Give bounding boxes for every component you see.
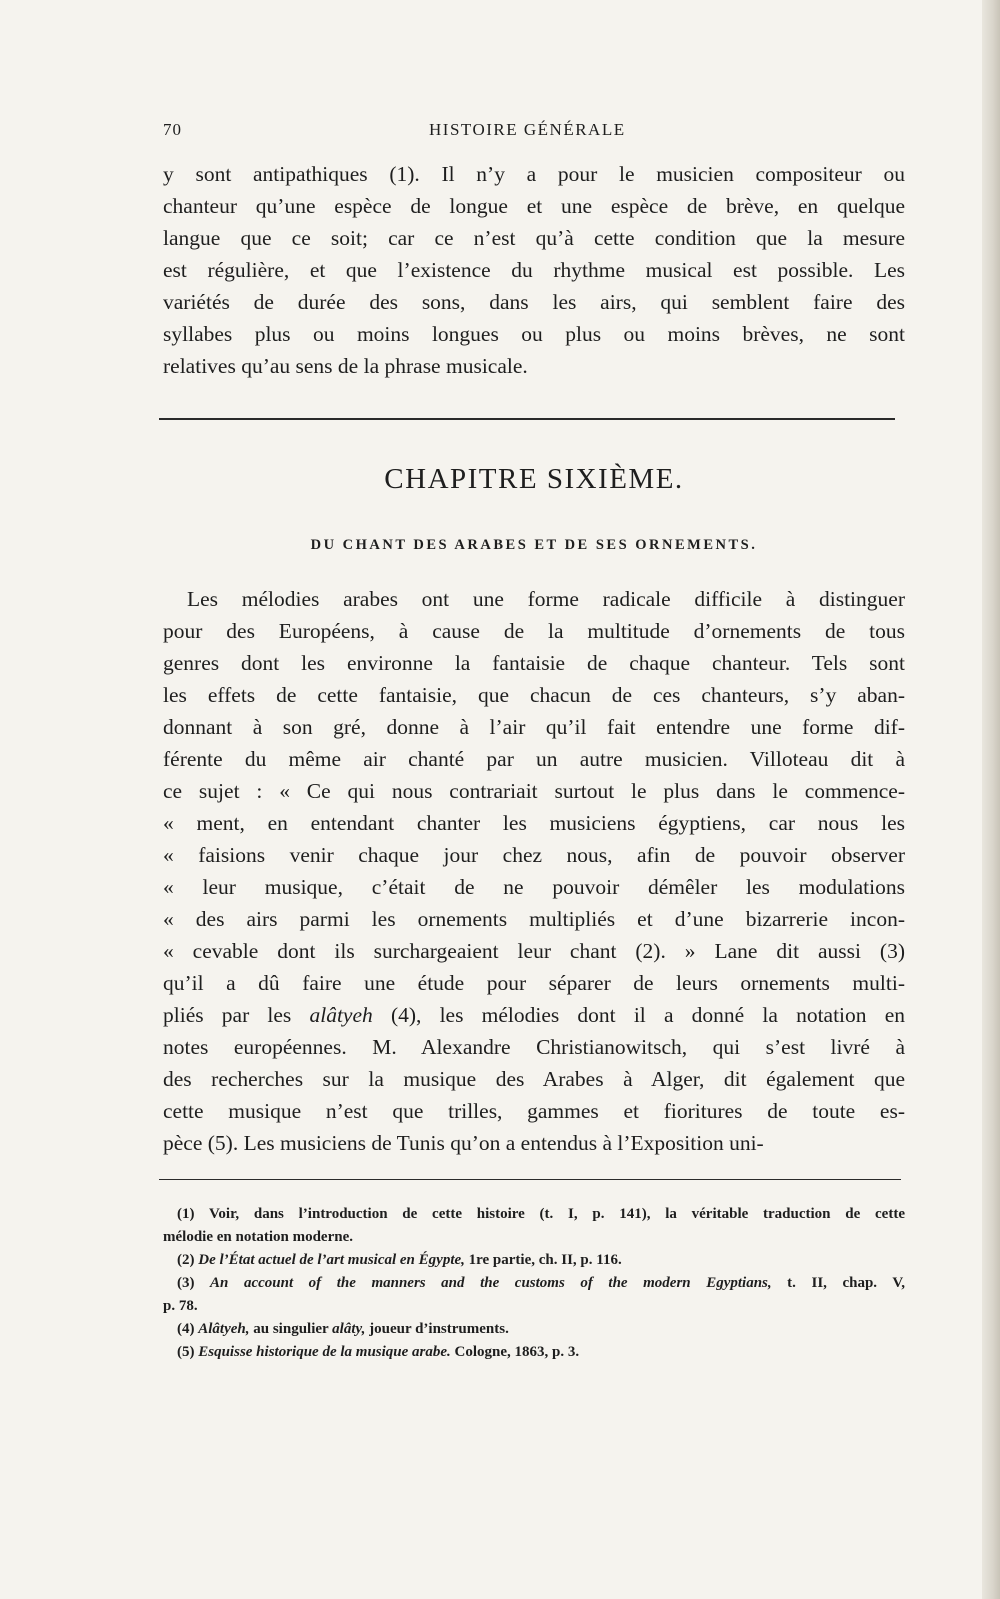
footnote-2-number: (2) xyxy=(177,1252,199,1268)
footnote-3-number: (3) xyxy=(177,1275,211,1291)
chapter-top-rule xyxy=(159,418,895,420)
paragraph2-line: pèce (5). Les musiciens de Tunis qu’on a entendus à l’Exposition uni- xyxy=(163,1131,764,1155)
paragraph2-line: les effets de cette fantaisie, que chacun de ces chanteurs, s’y aban- xyxy=(163,683,905,707)
paragraph2-line: « cevable dont ils surchargeaient leur chant (2). » Lane dit aussi (3) xyxy=(163,939,905,963)
paragraph2-line: donnant à son gré, donne à l’air qu’il fait entendre une forme dif- xyxy=(163,715,905,739)
paragraph2-line: « ment, en entendant chanter les musiciens égyptiens, car nous les xyxy=(163,811,905,835)
paragraph2-line: cette musique n’est que trilles, gammes et fioritures de toute es- xyxy=(163,1099,905,1123)
footnote-2-title: De l’État actuel de l’art musical en Égypte, xyxy=(198,1252,465,1268)
footnote-4-definition: joueur d’instruments. xyxy=(365,1321,509,1337)
paragraph2-line: « des airs parmi les ornements multipliés et d’une bizarrerie incon- xyxy=(163,907,905,931)
paragraph1-line: y sont antipathiques (1). Il n’y a pour le musicien compositeur ou xyxy=(163,162,905,186)
footnote-5-number: (5) xyxy=(177,1344,199,1360)
footnote-1-continuation: mélodie en notation moderne. xyxy=(163,1229,353,1245)
paragraph1-line: langue que ce soit; car ce n’est qu’à cette condition que la mesure xyxy=(163,226,905,250)
footnote-5 xyxy=(163,1341,905,1364)
paragraph1-line: relatives qu’au sens de la phrase musicale. xyxy=(163,354,528,378)
footnote-4-number: (4) xyxy=(177,1321,199,1337)
running-head xyxy=(163,120,905,144)
italic-term: alâtyeh xyxy=(309,1003,373,1027)
paragraph2-line: qu’il a dû faire une étude pour séparer de leurs ornements multi- xyxy=(163,971,905,995)
line-text: pliés par les xyxy=(163,1003,292,1027)
paragraph1-line: chanteur qu’une espèce de longue et une espèce de brève, en quelque xyxy=(163,194,905,218)
paragraph2-line: « faisions venir chaque jour chez nous, afin de pouvoir observer xyxy=(163,843,905,867)
footnote-5-title: Esquisse historique de la musique arabe. xyxy=(198,1344,451,1360)
chapter-title: CHAPITRE SIXIÈME. xyxy=(384,463,684,495)
paragraph2-line: des recherches sur la musique des Arabes à Alger, dit également que xyxy=(163,1067,905,1091)
footnote-3-title: An account of the manners and the customs of the modern Egyptians, xyxy=(210,1275,772,1291)
footnotes xyxy=(163,1203,905,1364)
footnote-5-ref: Cologne, 1863, p. 3. xyxy=(450,1344,580,1360)
chapter-paragraph xyxy=(163,583,905,1159)
paragraph2-line: Les mélodies arabes ont une forme radicale difficile à distinguer xyxy=(187,587,905,611)
footnote-2 xyxy=(163,1249,905,1272)
footnote-3-ref: t. II, chap. V, xyxy=(771,1275,905,1291)
footnote-3 xyxy=(163,1272,905,1295)
paragraph2-line: notes européennes. M. Alexandre Christianowitsch, qui s’est livré à xyxy=(163,1035,905,1059)
footnote-1: (1) Voir, dans l’introduction de cette histoire (t. I, p. 141), la véritable traduction de cette xyxy=(177,1206,905,1222)
paragraph-continuation xyxy=(163,158,905,382)
footnote-3-continuation: p. 78. xyxy=(163,1298,198,1314)
chapter-subtitle: DU CHANT DES ARABES ET DE SES ORNEMENTS. xyxy=(310,537,758,553)
footnote-4-text: au singulier xyxy=(249,1321,333,1337)
paragraph2-line: pour des Européens, à cause de la multitude d’ornements de tous xyxy=(163,619,905,643)
paragraph2-line: ce sujet : « Ce qui nous contrariait surtout le plus dans le commence- xyxy=(163,779,905,803)
footnote-rule xyxy=(159,1179,901,1180)
page-spine-shadow xyxy=(982,0,1000,1599)
footnote-2-ref: 1re partie, ch. II, p. 116. xyxy=(464,1252,622,1268)
footnote-4-term: Alâtyeh, xyxy=(198,1321,250,1337)
paragraph1-line: syllabes plus ou moins longues ou plus ou moins brèves, ne sont xyxy=(163,322,905,346)
paragraph2-line: « leur musique, c’était de ne pouvoir démêler les modulations xyxy=(163,875,905,899)
line-text-rest: (4), les mélodies dont il a donné la notation en xyxy=(372,1003,906,1027)
page-number: 70 xyxy=(163,120,182,139)
paragraph1-line: est régulière, et que l’existence du rhythme musical est possible. Les xyxy=(163,258,905,282)
paragraph2-line: férente du même air chanté par un autre musicien. Villoteau dit à xyxy=(163,747,905,771)
running-head-title: HISTOIRE GÉNÉRALE xyxy=(429,120,626,139)
paragraph2-line: genres dont les environne la fantaisie de chaque chanteur. Tels sont xyxy=(163,651,905,675)
paragraph2-line xyxy=(163,999,905,1031)
footnote-4-term-singular: alâty, xyxy=(332,1321,366,1337)
paragraph1-line: variétés de durée des sons, dans les airs, qui semblent faire des xyxy=(163,290,905,314)
footnote-4 xyxy=(163,1318,905,1341)
